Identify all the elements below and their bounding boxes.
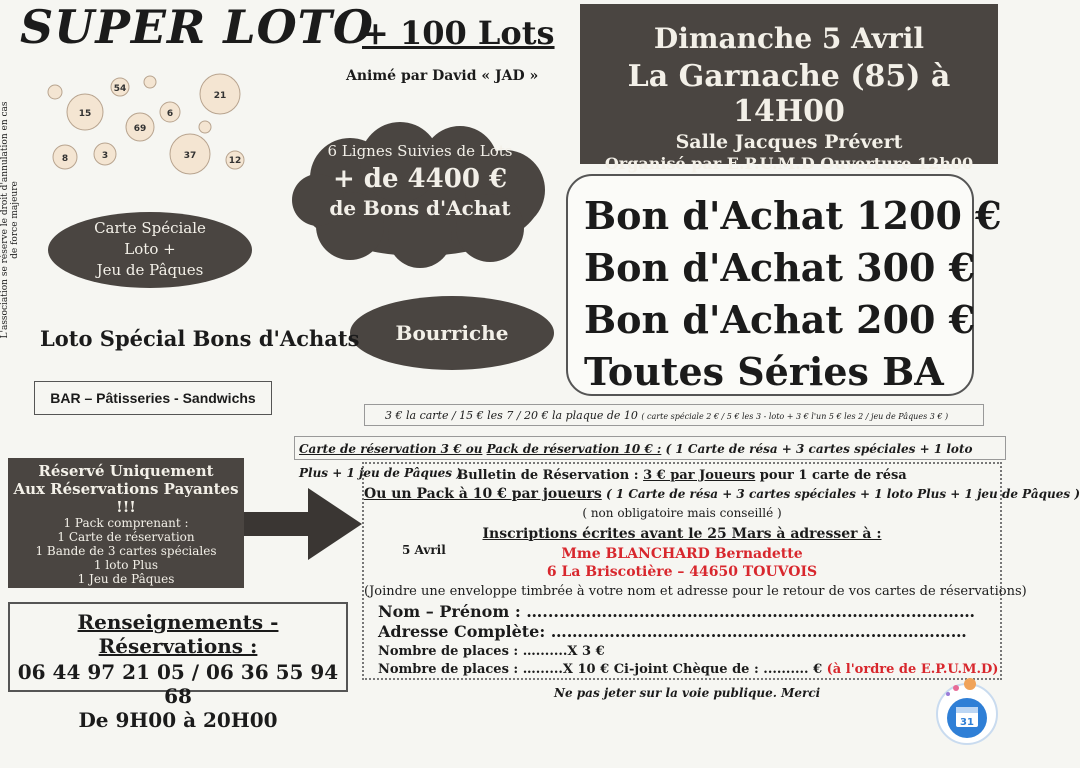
prize-line: Bon d'Achat 1200 € [584, 193, 1002, 238]
animator-text: Animé par David « JAD » [346, 68, 539, 84]
bourriche-oval: Bourriche [350, 296, 554, 370]
reservation-pack-price: Pack de réservation 10 € : [486, 442, 662, 456]
address-field: Adresse Complète: …………………………………………………………………… [378, 622, 967, 641]
form-pack-line [364, 486, 1080, 502]
ball-number: 8 [61, 154, 69, 164]
form-envelope-note: (Joindre une enveloppe timbrée à votre nom et adresse pour le retour de vos cartes de réservations) [364, 584, 1027, 599]
places-10-field [378, 662, 998, 677]
places-3-field: Nombre de places : ….......X 3 € [378, 644, 605, 659]
ball-number: 15 [78, 109, 92, 119]
form-intro-detail: pour 1 carte de résa [755, 468, 907, 483]
calendar-day: 31 [960, 717, 974, 728]
cloud-text [300, 140, 540, 220]
form-recipient-name: Mme BLANCHARD Bernadette [561, 546, 803, 562]
loto-special-heading: Loto Spécial Bons d'Achats [40, 326, 360, 351]
reserved-line-2: Aux Réservations Payantes !!! [13, 480, 239, 516]
special-card-line-1: Carte Spéciale [94, 219, 206, 237]
cloud-line-1: 6 Lignes Suivies de Lots [327, 142, 513, 160]
prize-line: Toutes Séries BA [584, 349, 944, 394]
form-optional-note: ( non obligatoire mais conseillé ) [582, 506, 782, 520]
loto-balls-illustration [40, 72, 250, 182]
special-card-line-2: Loto + [124, 240, 176, 258]
pack-line-5: 1 Jeu de Pâques [77, 572, 175, 586]
special-card-line-3: Jeu de Pâques [96, 261, 204, 279]
ball-number: 21 [213, 91, 227, 101]
pack-line-1: 1 Pack comprenant : [63, 516, 189, 530]
pack-line-3: 1 Bande de 3 cartes spéciales [35, 544, 217, 558]
cancellation-note: L'association se réserve le droit d'annulation en cas de force majeure [0, 101, 20, 339]
calendar-icon[interactable] [934, 680, 1000, 746]
card-prices-detail: ( carte spéciale 2 € / 5 € les 3 - loto + 3 € l'un 5 € les 2 / jeu de Pâques 3 € ) [641, 412, 949, 421]
event-location: La Garnache (85) à 14H00 [627, 59, 951, 129]
lots-count: + 100 Lots [362, 14, 555, 52]
reservation-form [362, 462, 1080, 680]
date-note: 5 Avril [402, 543, 446, 557]
pack-line-4: 1 loto Plus [93, 558, 159, 572]
ball-number: 54 [113, 84, 127, 94]
form-intro-label: Bulletin de Réservation : [457, 468, 639, 483]
event-hall: Salle Jacques Prévert [675, 131, 903, 153]
event-organizer: Organisé par E.P.U.M.D Ouverture 12h00 [604, 154, 974, 173]
ball-number: 6 [166, 109, 174, 119]
contact-hours: De 9H00 à 20H00 [78, 708, 278, 732]
form-intro-price: 3 € par Joueurs [643, 468, 756, 483]
bar-info-box: BAR – Pâtisseries - Sandwichs [34, 381, 272, 415]
ball-number: 69 [133, 124, 147, 134]
arrow-right-icon [244, 488, 364, 560]
cloud-line-2: + de 4400 € [332, 164, 508, 194]
cloud-line-3: de Bons d'Achat [329, 196, 511, 220]
reserved-line-1: Réservé Uniquement [38, 462, 214, 480]
contact-box [8, 602, 348, 732]
prize-line: Bon d'Achat 200 € [584, 297, 976, 342]
contact-title: Renseignements - Réservations : [77, 610, 279, 658]
places-10-text: Nombre de places : …......X 10 € Ci-joint Chèque de : .......... € [378, 662, 827, 677]
form-deadline: Inscriptions écrites avant le 25 Mars à adresser à : [482, 526, 882, 542]
prize-line: Bon d'Achat 300 € [584, 245, 976, 290]
form-pack-price: Ou un Pack à 10 € par joueurs [364, 486, 602, 502]
prizes-box [566, 174, 1002, 396]
card-prices [364, 404, 984, 426]
reservation-pack-detail: ( 1 Carte de résa + 3 cartes spéciales + 1 loto Plus + 1 jeu de Pâques ) [299, 442, 973, 480]
pack-line-2: 1 Carte de réservation [57, 530, 195, 544]
form-intro [364, 468, 1000, 483]
cheque-order-note: (à l'ordre de E.P.U.M.D) [826, 662, 999, 677]
contact-phones: 06 44 97 21 05 / 06 36 55 94 68 [17, 660, 339, 708]
ball-number: 37 [183, 151, 197, 161]
reserved-pack-box [8, 458, 244, 588]
card-prices-main: 3 € la carte / 15 € les 7 / 20 € la plaque de 10 [385, 409, 642, 422]
poster-title: SUPER LOTO [20, 0, 374, 54]
event-info-box [580, 4, 998, 173]
footer-note: Ne pas jeter sur la voie publique. Merci [554, 686, 821, 700]
event-date: Dimanche 5 Avril [653, 22, 925, 55]
name-field: Nom – Prénom : …...…………………………………………………………………… [378, 602, 975, 621]
form-recipient-address: 6 La Briscotière – 44650 TOUVOIS [546, 564, 818, 580]
form-pack-detail: ( 1 Carte de résa + 3 cartes spéciales + 1 loto Plus + 1 jeu de Pâques ) [601, 487, 1080, 501]
ball-number: 3 [101, 151, 109, 161]
ball-number: 12 [228, 156, 242, 166]
special-card-oval [48, 212, 252, 288]
reservation-card-price: Carte de réservation 3 € ou [299, 442, 483, 456]
